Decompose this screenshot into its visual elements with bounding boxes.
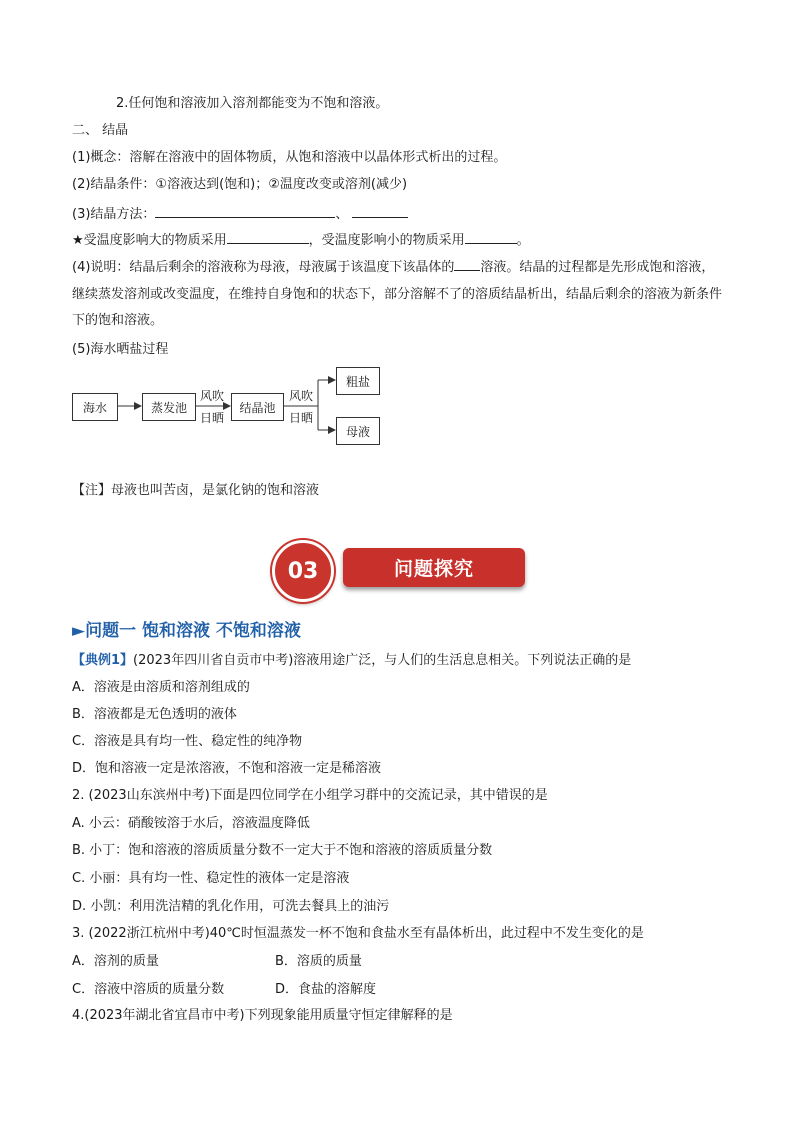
note-item-2: 2.任何饱和溶液加入溶剂都能变为不饱和溶液。 [116,96,389,111]
question-2-stem: 2. (2023山东滨州中考)下面是四位同学在小组学习群中的交流记录，其中错误的是 [72,788,548,803]
question-4-stem: 4.(2023年湖北省宜昌市中考)下列现象能用质量守恒定律解释的是 [72,1008,453,1023]
problem-title: ►问题一 饱和溶液 不饱和溶液 [72,621,301,641]
sun-label-2: 日晒 [289,411,314,425]
question-1-option-b[interactable]: B．溶液都是无色透明的液体 [72,707,237,722]
question-1-tag: 【典例1】 [72,653,134,668]
sun-label-1: 日晒 [200,411,225,425]
question-2-option-b[interactable]: B. 小丁：饱和溶液的溶质质量分数不一定大于不饱和溶液的溶质质量分数 [72,843,493,858]
section-number: 03 [287,558,319,584]
section-number-badge [272,540,334,602]
question-2-option-a[interactable]: A. 小云：硝酸铵溶于水后，溶液温度降低 [72,816,310,831]
evaporation-pond-box [142,393,196,421]
question-1-text: (2023年四川省自贡市中考)溶液用途广泛，与人们的生活息息相关。下列说法正确的是 [133,653,632,668]
methods-label: (3)结晶方法： [72,207,156,222]
wind-label-1: 风吹 [200,389,225,403]
methods-separator: 、 [335,207,349,222]
question-1-stem [72,651,631,671]
explanation-text-2: 溶液。结晶的过程都是先形成饱和溶液，继续蒸发溶剂或改变温度，在维持自身饱和的状态下，部分溶解不了的溶质结晶析出，结晶后剩余的溶液为新条件下的饱和溶液。 [72,260,723,328]
mother-liquor-label: 母液 [345,424,370,439]
question-2-option-d[interactable]: D. 小凯：利用洗洁精的乳化作用，可洗去餐具上的油污 [72,899,390,914]
section-banner-title: 问题探究 [393,558,474,580]
question-1-option-a[interactable]: A．溶液是由溶质和溶剂组成的 [72,680,250,695]
question-3-option-d[interactable]: D．食盐的溶解度 [275,982,377,997]
question-1-option-d[interactable]: D．饱和溶液一定是浓溶液，不饱和溶液一定是稀溶液 [72,761,382,776]
question-3-option-b[interactable]: B．溶质的质量 [275,954,362,969]
question-3-option-c[interactable]: C．溶液中溶质的质量分数 [72,982,225,997]
seawater-box [72,393,118,421]
crude-salt-label: 粗盐 [345,374,370,389]
star-text-a: ★受温度影响大的物质采用 [72,233,227,248]
question-3-option-a[interactable]: A．溶剂的质量 [72,954,159,969]
crystallization-pond-box [231,393,284,421]
question-3-stem: 3. (2022浙江杭州中考)40℃时恒温蒸发一杯不饱和食盐水至有晶体析出，此过程中不发生变化的是 [72,926,644,941]
condition-line: (2)结晶条件：①溶液达到(饱和)；②温度改变或溶剂(减少) [72,177,408,192]
crude-salt-box [336,367,380,395]
section-heading-crystallization: 二、 结晶 [72,123,129,138]
star-text-c: 。 [516,233,530,248]
section-banner [343,548,525,587]
question-1-option-c[interactable]: C．溶液是具有均一性、稳定性的纯净物 [72,734,303,749]
crystallization-pond-label: 结晶池 [239,400,276,415]
evaporation-pond-label: 蒸发池 [150,400,187,415]
mother-liquor-box [336,417,380,445]
concept-line: (1)概念：溶解在溶液中的固体物质，从饱和溶液中以晶体形式析出的过程。 [72,150,507,165]
seawater-label: 海水 [82,400,107,415]
wind-label-2: 风吹 [289,389,314,403]
explanation-text-1: (4)说明：结晶后剩余的溶液称为母液，母液属于该温度下该晶体的 [72,260,455,275]
note-line: 【注】母液也叫苦卤，是氯化钠的饱和溶液 [72,483,320,498]
star-text-b: ，受温度影响小的物质采用 [308,233,465,248]
seawater-title: (5)海水晒盐过程 [72,342,169,357]
question-2-option-c[interactable]: C. 小丽：具有均一性、稳定性的液体一定是溶液 [72,871,350,886]
